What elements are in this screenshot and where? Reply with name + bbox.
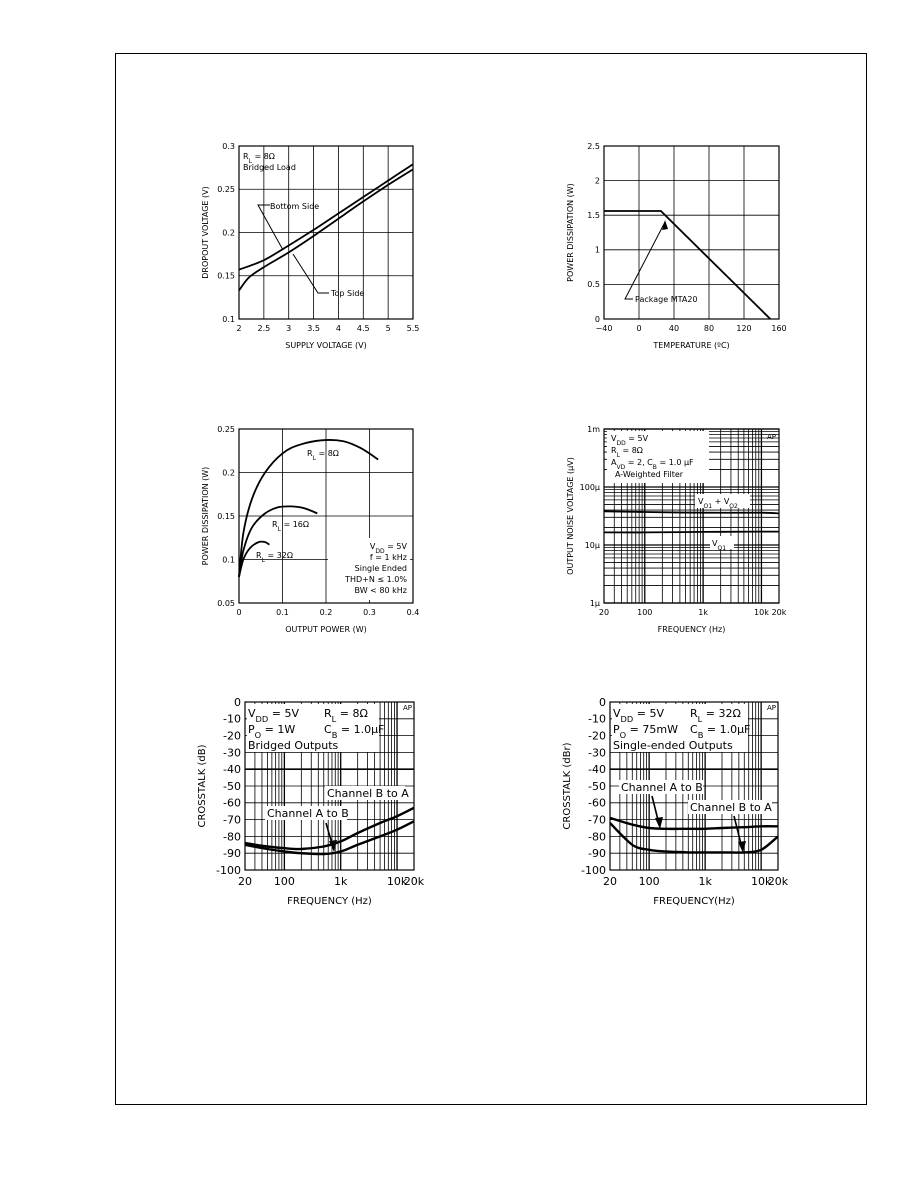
series-label-8ohm — [307, 449, 339, 462]
subscript-text: DD — [255, 714, 269, 724]
text-span: Single Ended — [354, 564, 407, 573]
x-tick-label: 3.5 — [307, 324, 320, 333]
ap-mark — [767, 704, 776, 712]
text-span: C — [324, 723, 332, 736]
x-tick-label: 5.5 — [406, 324, 420, 333]
y-tick-label: -30 — [588, 746, 606, 760]
x-axis-label: FREQUENCY (Hz) — [657, 625, 726, 634]
series-label-b-to-a — [327, 787, 409, 800]
y-tick-label: 0.15 — [217, 271, 235, 281]
y-tick-label: 0.25 — [217, 424, 235, 434]
x-tick-label: 10k — [386, 875, 408, 888]
x-tick-label: 0.3 — [363, 608, 376, 617]
text-span: V — [712, 539, 718, 548]
x-tick-label: 0 — [636, 324, 642, 333]
x-tick-label: 20k — [771, 608, 787, 617]
x-tick-label: 80 — [703, 324, 715, 333]
subscript-text: O1 — [717, 544, 727, 552]
y-tick-label: -90 — [223, 847, 241, 861]
text-span: Bottom Side — [270, 202, 320, 211]
y-tick-label: 0.3 — [222, 141, 235, 151]
x-axis-label: FREQUENCY (Hz) — [287, 896, 372, 907]
text-span: P — [248, 723, 255, 736]
text-span: Bridged Outputs — [248, 739, 339, 752]
text-span: R — [324, 707, 332, 720]
y-tick-label: 0.2 — [222, 468, 235, 478]
subscript-text: L — [261, 556, 265, 564]
text-span: Package MTA20 — [635, 295, 698, 304]
text-span: A — [611, 458, 617, 467]
y-tick-label: -80 — [588, 830, 606, 844]
series-label-b-to-a — [690, 801, 772, 814]
x-tick-label: 20 — [598, 608, 610, 617]
subscript-text: L — [312, 454, 316, 462]
y-tick-label: -40 — [588, 763, 606, 777]
subscript-text: B — [652, 463, 657, 471]
plot-frame — [604, 146, 779, 319]
text-span: R — [272, 520, 278, 529]
leader-line — [625, 222, 665, 299]
y-tick-label: -90 — [588, 847, 606, 861]
subscript-text: DD — [616, 439, 626, 447]
x-tick-label: 1k — [698, 875, 712, 888]
text-span: = 5V — [625, 434, 649, 443]
text-span: = 5V — [268, 707, 299, 720]
x-tick-label: 4 — [335, 324, 341, 333]
text-span: R — [690, 707, 698, 720]
y-tick-label: 0.5 — [587, 280, 600, 290]
text-span: = 5V — [633, 707, 664, 720]
x-tick-label: 0.2 — [319, 608, 333, 617]
subscript-text: O1 — [703, 502, 713, 510]
series-label-16ohm — [272, 520, 309, 533]
y-tick-label: 0.15 — [217, 511, 235, 521]
x-tick-label: 4.5 — [356, 324, 370, 333]
x-tick-label: 160 — [771, 324, 787, 333]
y-axis-label: POWER DISSIPATION (W) — [566, 183, 575, 282]
subscript-text: L — [697, 714, 703, 724]
x-tick-label: 1k — [334, 875, 348, 888]
text-span: C — [690, 723, 698, 736]
x-tick-label: 1k — [698, 608, 708, 617]
subscript-text: L — [248, 157, 252, 165]
text-span: P — [613, 723, 620, 736]
x-axis-label: FREQUENCY(Hz) — [653, 896, 735, 907]
x-tick-label: 20k — [403, 875, 425, 888]
chart-pdiss — [201, 425, 419, 634]
text-span: = 2, C — [625, 458, 653, 467]
subscript-text: O2 — [729, 502, 738, 510]
y-tick-label: -60 — [588, 796, 606, 810]
legend-text — [370, 553, 407, 562]
text-span: V — [248, 707, 256, 720]
y-axis-label: OUTPUT NOISE VOLTAGE (μV) — [566, 457, 575, 575]
x-axis-label: OUTPUT POWER (W) — [285, 625, 367, 634]
text-span: R — [307, 449, 313, 458]
text-span: = 8Ω — [251, 152, 275, 161]
x-tick-label: 0.1 — [276, 608, 289, 617]
text-span: = 16Ω — [280, 520, 309, 529]
text-span: R — [611, 446, 617, 455]
y-tick-label: -100 — [216, 863, 241, 877]
text-span: AP — [766, 704, 776, 712]
ap-mark — [403, 704, 412, 712]
x-tick-label: 2 — [236, 324, 242, 333]
text-span: = 75mW — [626, 723, 678, 736]
text-span: Single-ended Outputs — [613, 739, 733, 752]
series-label-a-to-b — [621, 781, 703, 794]
subscript-text: O — [619, 730, 627, 740]
series-label-package — [635, 295, 698, 304]
x-axis-label: SUPPLY VOLTAGE (V) — [285, 341, 367, 350]
legend-text — [344, 575, 407, 584]
text-span: R — [256, 551, 262, 560]
series-label-32ohm — [256, 551, 293, 564]
y-tick-label: 10μ — [584, 540, 600, 550]
y-tick-label: 0 — [594, 314, 600, 324]
series-line — [239, 169, 413, 290]
y-tick-label: 0 — [234, 695, 241, 709]
y-tick-label: 1.5 — [587, 211, 600, 220]
x-tick-label: 100 — [638, 875, 660, 888]
text-span: = 1W — [261, 723, 296, 736]
series-line — [604, 532, 779, 533]
x-tick-label: −40 — [595, 324, 613, 333]
x-axis-label: TEMPERATURE (ºC) — [653, 341, 730, 350]
chart-dropout — [201, 142, 419, 350]
text-span: = 32Ω — [702, 707, 741, 720]
subscript-text: VD — [616, 463, 626, 471]
text-span: R — [243, 152, 249, 161]
x-tick-label: 100 — [637, 608, 653, 617]
y-tick-label: 1μ — [589, 598, 600, 608]
x-tick-label: 0.4 — [406, 608, 420, 617]
y-axis-label: DROPOUT VOLTAGE (V) — [201, 186, 210, 279]
text-span: THD+N ≤ 1.0% — [345, 575, 407, 584]
y-tick-label: 0.1 — [222, 555, 235, 565]
text-span: Channel A to B — [267, 807, 349, 820]
text-span: = 32Ω — [264, 551, 293, 560]
ap-mark — [767, 433, 776, 441]
text-span: = 8Ω — [336, 707, 368, 720]
y-tick-label: -10 — [223, 712, 241, 726]
series-label-top-side — [330, 289, 364, 298]
y-tick-label: -70 — [223, 813, 241, 827]
y-tick-label: -50 — [223, 779, 241, 793]
text-span: AP — [402, 704, 412, 712]
x-tick-label: 20 — [238, 875, 252, 888]
y-tick-label: -30 — [223, 746, 241, 760]
text-span: V — [611, 434, 617, 443]
x-tick-label: 2.5 — [257, 324, 271, 333]
y-tick-label: 100μ — [579, 482, 600, 492]
legend-text — [615, 470, 684, 479]
y-tick-label: 0.05 — [217, 598, 235, 608]
arrow-head — [655, 817, 663, 829]
text-span: V — [613, 707, 621, 720]
text-span: Top Side — [331, 289, 365, 298]
y-tick-label: 0.25 — [217, 185, 235, 195]
legend-text — [355, 564, 407, 573]
text-span: AP — [766, 433, 776, 441]
text-span: Channel A to B — [621, 781, 703, 794]
x-tick-label: 40 — [668, 324, 680, 333]
text-span: V — [369, 542, 376, 551]
series-label-a-to-b — [267, 807, 349, 820]
x-tick-label: 20 — [603, 875, 617, 888]
subscript-text: O — [254, 730, 262, 740]
text-span: V — [698, 497, 704, 506]
text-span: = 1.0μF — [703, 723, 751, 736]
y-tick-label: -80 — [223, 830, 241, 844]
y-tick-label: -50 — [588, 779, 606, 793]
text-span: Channel B to A — [327, 787, 409, 800]
series-label-bottom-side — [270, 202, 319, 211]
chart-noise — [566, 425, 787, 634]
subscript-text: B — [331, 730, 338, 740]
y-tick-label: -60 — [223, 796, 241, 810]
subscript-text: L — [616, 451, 620, 459]
leader-line — [258, 205, 283, 250]
y-tick-label: 0.1 — [222, 314, 235, 324]
series-line — [239, 506, 317, 577]
y-tick-label: -20 — [588, 729, 606, 743]
text-span: = 1.0μF — [337, 723, 385, 736]
subscript-text: L — [277, 525, 281, 533]
x-tick-label: 0 — [236, 608, 242, 617]
x-tick-label: 10k — [754, 608, 769, 617]
subscript-text: B — [697, 730, 704, 740]
text-span: = 1.0 μF — [656, 458, 694, 467]
x-tick-label: 10k — [750, 875, 772, 888]
y-axis-label: CROSSTALK (dB) — [197, 744, 208, 828]
y-tick-label: 1 — [594, 245, 600, 255]
text-span: Bridged Load — [243, 163, 296, 172]
text-span: = 5V — [384, 542, 407, 551]
legend-text — [248, 739, 339, 752]
text-span: + V — [712, 497, 730, 506]
text-span: A-Weighted Filter — [615, 470, 684, 479]
subscript-text: L — [331, 714, 337, 724]
y-tick-label: 0.2 — [222, 228, 235, 238]
text-span: Channel B to A — [690, 801, 772, 814]
y-tick-label: -10 — [588, 712, 606, 726]
x-tick-label: 100 — [273, 875, 295, 888]
y-tick-label: 2.5 — [587, 141, 600, 151]
y-tick-label: -100 — [581, 863, 606, 877]
text-span: = 8Ω — [315, 449, 339, 458]
chart-xtalk_single — [562, 696, 789, 907]
y-tick-label: 1m — [587, 424, 600, 434]
x-tick-label: 20k — [767, 875, 789, 888]
legend-text — [355, 586, 407, 595]
x-tick-label: 120 — [736, 324, 752, 333]
y-tick-label: -20 — [223, 729, 241, 743]
subscript-text: DD — [620, 714, 634, 724]
y-tick-label: -40 — [223, 763, 241, 777]
legend-text — [613, 739, 733, 752]
leader-line — [293, 254, 329, 293]
y-axis-label: POWER DISSIPATION (W) — [201, 466, 210, 566]
y-axis-label: CROSSTALK (dBr) — [562, 742, 573, 830]
text-span: = 8Ω — [619, 446, 643, 455]
x-tick-label: 3 — [286, 324, 292, 333]
chart-derating — [566, 142, 787, 350]
chart-xtalk_bridged — [197, 696, 425, 907]
y-tick-label: 2 — [594, 176, 600, 186]
legend-text — [243, 163, 296, 172]
x-tick-label: 5 — [385, 324, 391, 333]
text-span: BW < 80 kHz — [354, 586, 407, 595]
y-tick-label: 0 — [599, 695, 606, 709]
text-span: f = 1 kHz — [369, 553, 407, 562]
subscript-text: DD — [375, 547, 385, 555]
y-tick-label: -70 — [588, 813, 606, 827]
